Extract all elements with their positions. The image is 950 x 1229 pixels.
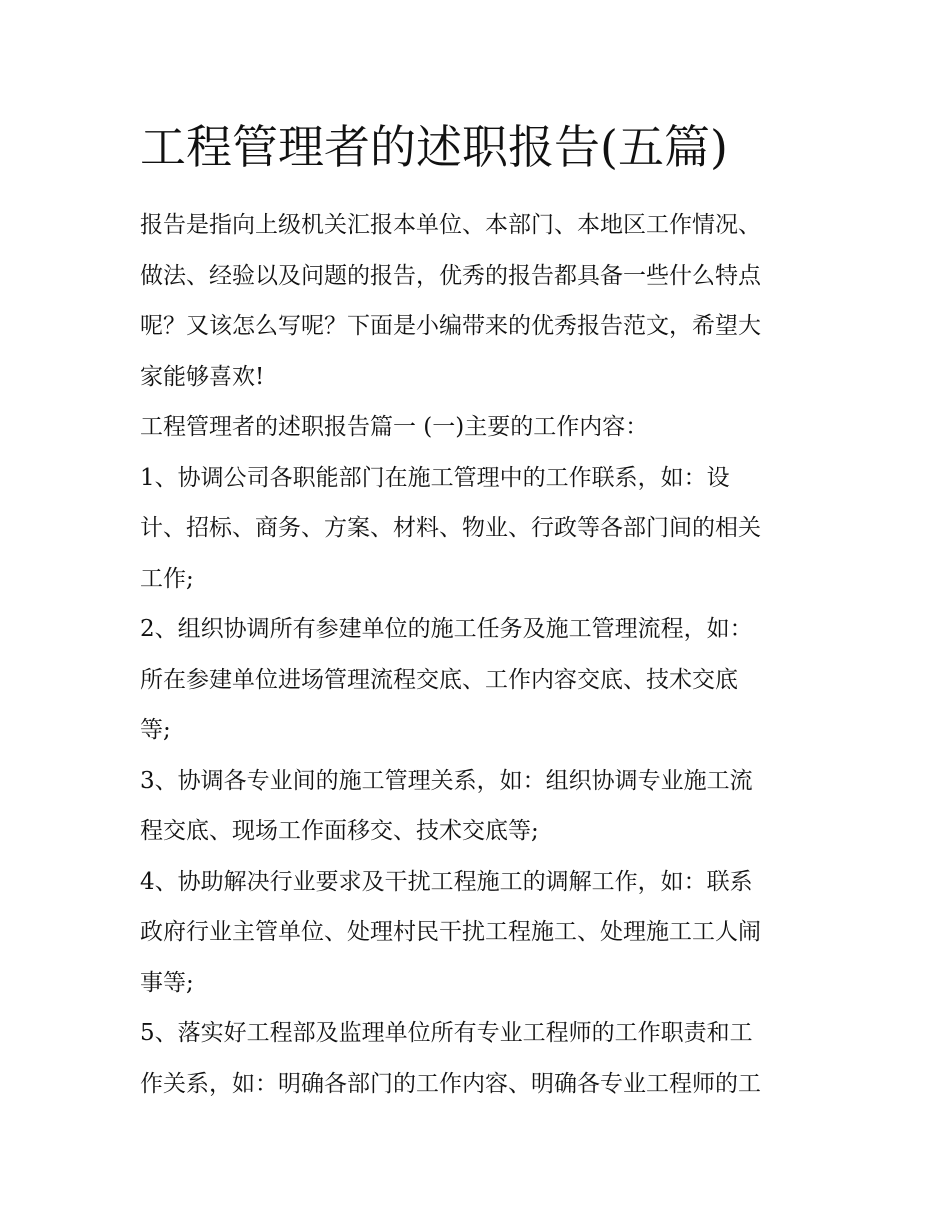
text-line: 工程管理者的述职报告篇一 (一)主要的工作内容： xyxy=(140,414,649,440)
document-title: 工程管理者的述职报告(五篇) xyxy=(140,120,728,174)
text-line: 计、招标、商务、方案、材料、物业、行政等各部门间的相关 xyxy=(140,515,761,541)
text-line: 4、协助解决行业要求及干扰工程施工的调解工作，如：联系 xyxy=(140,868,753,895)
text-line: 政府行业主管单位、处理村民干扰工程施工、处理施工工人闹 xyxy=(140,919,761,945)
text-line: 等; xyxy=(140,717,171,743)
text-line: 2、组织协调所有参建单位的施工任务及施工管理流程，如： xyxy=(140,616,753,642)
text-line: 所在参建单位进场管理流程交底、工作内容交底、技术交底 xyxy=(140,666,738,693)
text-line: 程交底、现场工作面移交、技术交底等; xyxy=(140,818,539,844)
text-line: 报告是指向上级机关汇报本单位、本部门、本地区工作情况、 xyxy=(140,212,761,238)
text-line: 呢？又该怎么写呢？下面是小编带来的优秀报告范文，希望大 xyxy=(140,313,761,339)
text-line: 事等; xyxy=(140,969,194,996)
list-item-4 xyxy=(140,857,820,1009)
document-body xyxy=(140,200,820,1109)
list-item-2 xyxy=(140,604,820,756)
text-line: 作关系，如：明确各部门的工作内容、明确各专业工程师的工 xyxy=(140,1070,761,1097)
section-heading-paragraph xyxy=(140,402,820,453)
list-item-3 xyxy=(140,756,820,857)
text-line: 工作; xyxy=(140,565,194,592)
text-line: 1、协调公司各职能部门在施工管理中的工作联系，如：设 xyxy=(140,464,730,491)
text-line: 家能够喜欢! xyxy=(140,363,265,390)
list-item-1 xyxy=(140,453,820,605)
text-line: 3、协调各专业间的施工管理关系，如：组织协调专业施工流 xyxy=(140,767,753,794)
text-line: 5、落实好工程部及监理单位所有专业工程师的工作职责和工 xyxy=(140,1020,753,1046)
list-item-5 xyxy=(140,1008,820,1109)
text-line: 做法、经验以及问题的报告，优秀的报告都具备一些什么特点 xyxy=(140,262,761,289)
intro-paragraph xyxy=(140,200,820,402)
